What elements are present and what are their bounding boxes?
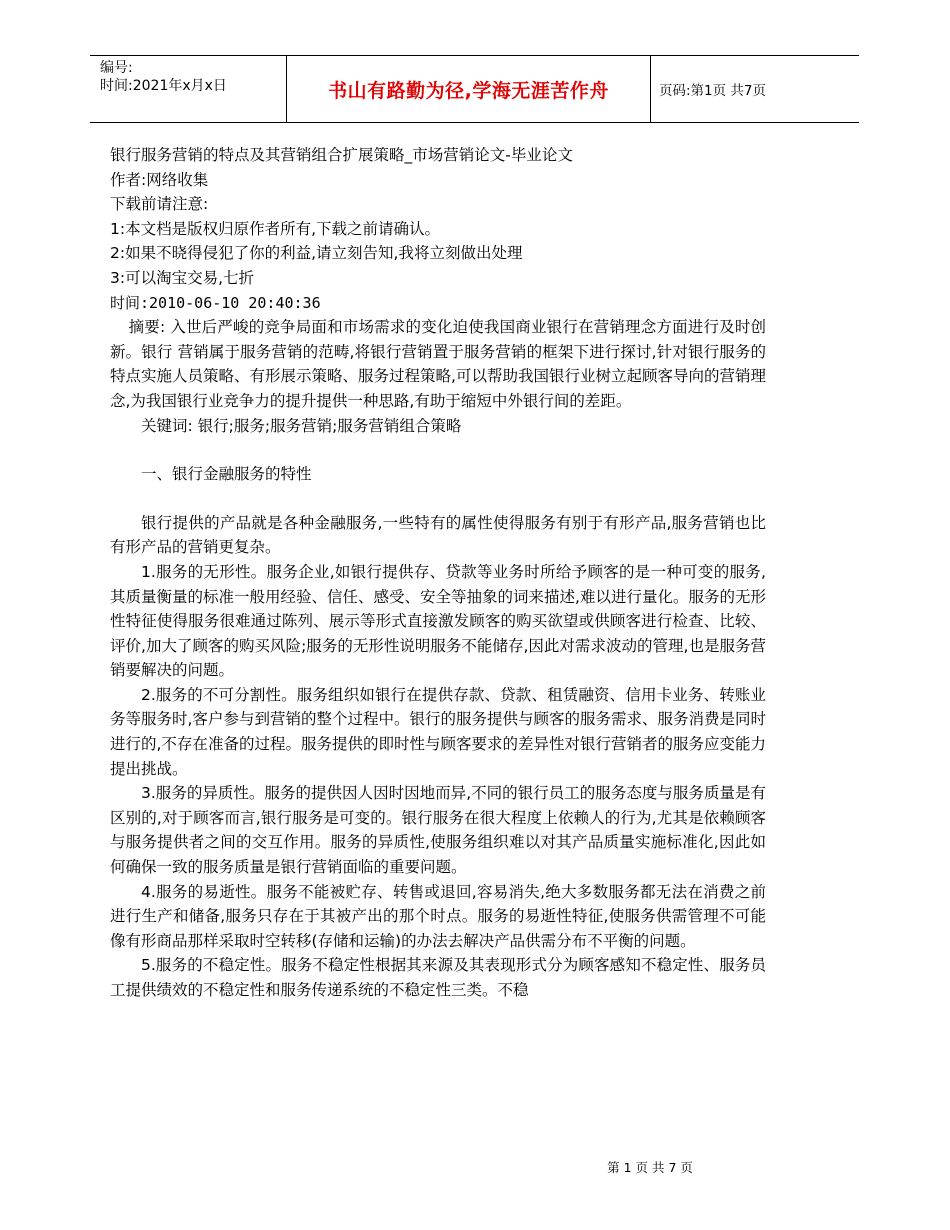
- document-title: 银行服务营销的特点及其营销组合扩展策略_市场营销论文-毕业论文: [110, 146, 573, 164]
- header-serial-label: 编号:: [100, 60, 133, 76]
- notice-item-3: 3:可以淘宝交易,七折: [110, 268, 255, 287]
- header-date: 时间:2021年x月x日: [100, 78, 227, 94]
- intro-paragraph: 银行提供的产品就是各种金融服务,一些特有的属性使得服务有别于有形产品,服务营销也比有形产品的营销更复杂。: [110, 513, 766, 557]
- keywords-paragraph: 关键词: 银行;服务;服务营销;服务营销组合策略: [141, 416, 462, 435]
- section-heading: 一、银行金融服务的特性: [141, 465, 312, 484]
- notice-item-1: 1:本文档是版权归原作者所有,下载之前请确认。: [110, 219, 441, 238]
- paragraph-perishability: 4.服务的易逝性。服务不能被贮存、转售或退回,容易消失,绝大多数服务都无法在消费之前进行生产和储备,服务只存在于其被产出的那个时点。服务的易逝性特征,使服务供需管理不可能像有形商品那样采取时空转移(存储和运输)的办法去解决产品供需分布不平衡的问题。: [110, 882, 766, 950]
- paragraph-intangibility: 1.服务的无形性。服务企业,如银行提供存、贷款等业务时所给予顾客的是一种可变的服务,其质量衡量的标准一般用经验、信任、感受、安全等抽象的词来描述,难以进行量化。服务的无形性特征使得服务很难通过陈列、展示等形式直接激发顾客的购买欲望或供顾客进行检查、比较、评价,加大了顾客的购买风险;服务的无形性说明服务不能储存,因此对需求波动的管理,也是服务营销要解决的问题。: [110, 562, 766, 680]
- header-page-info: 页码:第1页 共7页: [659, 83, 767, 99]
- paragraph-inseparability: 2.服务的不可分割性。服务组织如银行在提供存款、贷款、租赁融资、信用卡业务、转账业务等服务时,客户参与到营销的整个过程中。银行的服务提供与顾客的服务需求、服务消费是同时进行的,不存在准备的过程。服务提供的即时性与顾客要求的差异性对银行营销者的服务应变能力提出挑战。: [110, 685, 766, 778]
- header-motto: 书山有路勤为径,学海无涯苦作舟: [286, 56, 651, 122]
- header-meta: [90, 56, 286, 122]
- paragraph-heterogeneity: 3.服务的异质性。服务的提供因人因时因地而异,不同的银行员工的服务态度与服务质量是有区别的,对于顾客而言,银行服务是可变的。银行服务在很大程度上依赖人的行为,尤其是依赖顾客与服务提供者之间的交互作用。服务的异质性,使服务组织难以对其产品质量实施标准化,因此如何确保一致的服务质量是银行营销面临的重要问题。: [110, 784, 766, 877]
- document-author: 作者:网络收集: [110, 170, 209, 189]
- document-time: 时间:2010-06-10 20:40:36: [110, 293, 321, 312]
- abstract-paragraph: 摘要: 入世后严峻的竞争局面和市场需求的变化迫使我国商业银行在营销理念方面进行及时创新。银行 营销属于服务营销的范畴,将银行营销置于服务营销的框架下进行探讨,针对银行服务的特点实施人员策略、有形展示策略、服务过程策略,可以帮助我国银行业树立起顾客导向的营销理念,为我国银行业竞争力的提升提供一种思路,有助于缩短中外银行间的差距。: [110, 318, 766, 410]
- paragraph-instability: 5.服务的不稳定性。服务不稳定性根据其来源及其表现形式分为顾客感知不稳定性、服务员工提供绩效的不稳定性和服务传递系统的不稳定性三类。不稳: [110, 956, 766, 999]
- page-footer: 第 1 页 共 7 页: [607, 1160, 693, 1175]
- notice-item-2: 2:如果不晓得侵犯了你的利益,请立刻告知,我将立刻做出处理: [110, 244, 523, 263]
- notice-title: 下载前请注意:: [110, 195, 209, 214]
- page-header: [90, 55, 859, 123]
- document-body: [110, 143, 766, 1003]
